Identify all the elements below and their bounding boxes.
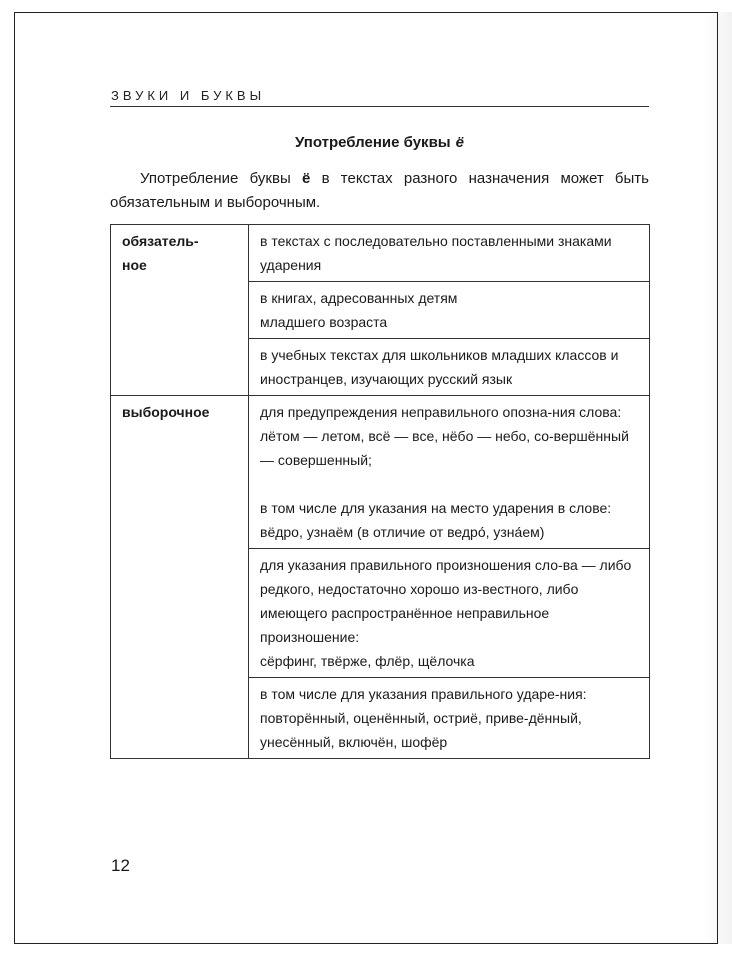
- intro-text-after: в текстах разного назначения может быть обязательным и выборочным.: [110, 170, 649, 211]
- page-edge-shade: [704, 12, 732, 944]
- intro-paragraph: [110, 167, 649, 215]
- rule-text: для указания правильного произношения сло-ва — либо редкого, недостаточно хорошо из-вестного, либо имеющего распространённое неправильное произношение:: [260, 557, 632, 645]
- category-label: обязатель- ное: [122, 233, 199, 273]
- rule-text: в текстах с последовательно поставленными знаками ударения: [260, 233, 612, 273]
- section-title-text: Употребление буквы: [295, 134, 451, 151]
- category-cell: [111, 396, 249, 759]
- running-head: ЗВУКИ И БУКВЫ: [111, 88, 266, 103]
- table-row: [111, 396, 650, 549]
- rule-text: для предупреждения неправильного опозна-ния слова:: [260, 404, 622, 420]
- usage-table: [110, 224, 650, 759]
- rule-examples: лётом — летом, всё — все, нёбо — небо, со-вершённый — совершенный;: [260, 428, 629, 468]
- table-row: [111, 225, 650, 282]
- rule-sub-examples: вёдро, узнаём (в отличие от ведро́, узна́ем): [260, 524, 545, 540]
- rule-text: в книгах, адресованных детям младшего возраста: [260, 290, 458, 330]
- rule-cell: [249, 549, 650, 678]
- rule-subtext: в том числе для указания на место ударения в слове:: [260, 500, 612, 516]
- intro-letter: ё: [301, 170, 311, 187]
- spacer: [260, 472, 639, 496]
- rule-text: в учебных текстах для школьников младших классов и иностранцев, изучающих русский язык: [260, 347, 619, 387]
- rule-cell: [249, 339, 650, 396]
- category-label: выборочное: [122, 404, 210, 420]
- rule-cell: [249, 225, 650, 282]
- category-cell: [111, 225, 249, 396]
- rule-cell: [249, 396, 650, 549]
- section-title-letter: ё: [455, 134, 464, 151]
- section-title: [110, 134, 649, 151]
- page-number: 12: [111, 856, 130, 875]
- rule-examples: сёрфинг, твёрже, флёр, щёлочка: [260, 653, 475, 669]
- rule-text: в том числе для указания правильного ударе-ния: повторённый, оценённый, остриё, приве-дённый, унесённый, включён, шофёр: [260, 686, 587, 750]
- rule-cell: [249, 678, 650, 759]
- header-rule: [110, 106, 649, 107]
- intro-text-before: Употребление буквы: [140, 170, 302, 187]
- rule-cell: [249, 282, 650, 339]
